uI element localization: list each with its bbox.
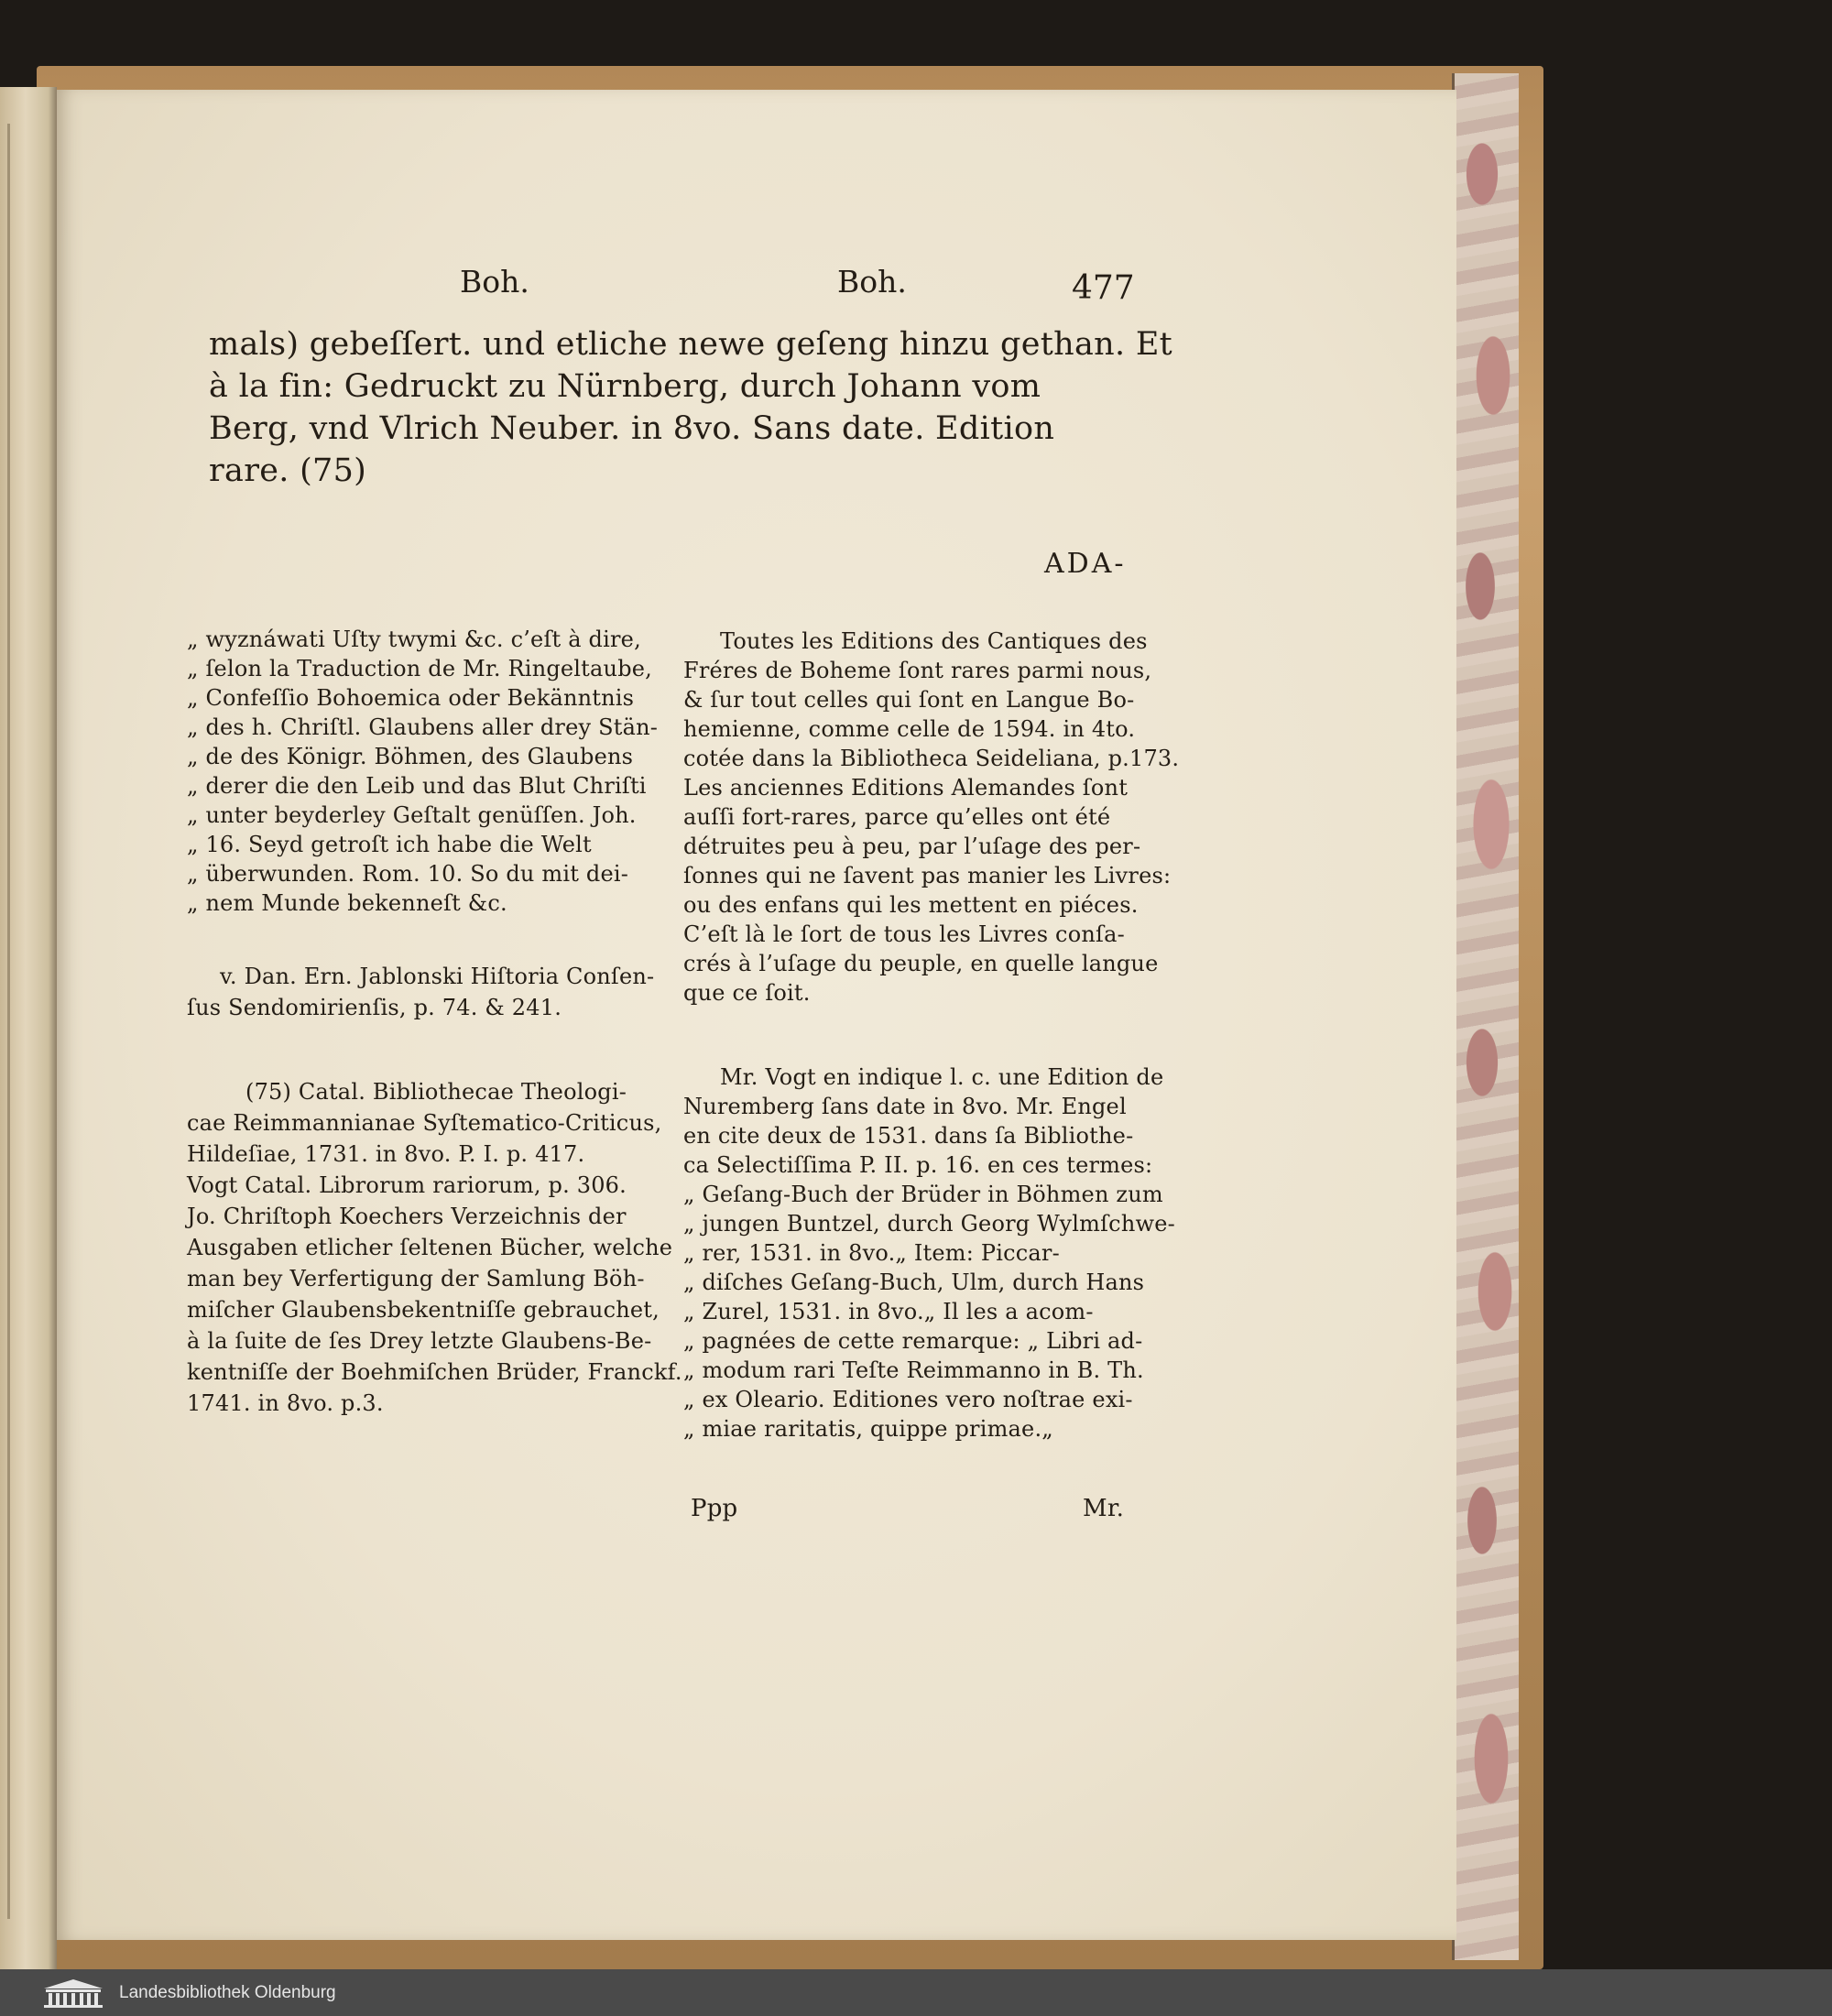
footnote-line: man bey Verfertigung der Samlung Böh- [187,1266,645,1291]
paragraph-line: détruites peu à peu, par l’uſage des per- [683,834,1141,859]
quote-line: „ de des Königr. Böhmen, des Glaubens [187,744,634,769]
quote-line: „ wyznáwati Uſty twymi &c. c’eſt à dire, [187,627,641,652]
paragraph-line: ſonnes qui ne ſavent pas manier les Livres: [683,863,1172,888]
footer-institution: Landesbibliothek Oldenburg [119,1982,336,2002]
quote-line: „ nem Munde bekenneſt &c. [187,890,507,916]
library-building-icon [40,1978,106,2009]
facing-page-edge [0,87,57,1969]
main-text-line: Berg, vnd Vlrich Neuber. in 8vo. Sans date. Edition [209,410,1055,447]
footnote-line: à la ſuite de ſes Drey letzte Glaubens-Be- [187,1328,652,1354]
footnote-line: miſcher Glaubensbekentniſſe gebrauchet, [187,1297,660,1323]
footnote-line: Vogt Catal. Librorum rariorum, p. 306. [187,1172,627,1198]
paragraph-line: hemienne, comme celle de 1594. in 4to. [683,716,1136,742]
running-head-left: Boh. [460,264,529,300]
signature-mark: Ppp [691,1495,738,1522]
marbled-edge [1452,73,1519,1960]
paragraph-line: ca Selectiſſima P. II. p. 16. en ces termes: [683,1152,1153,1178]
quote-line: „ unter beyderley Geſtalt genüſſen. Joh. [187,802,637,828]
running-head-center: Boh. [837,264,907,300]
paragraph-line: „ diſches Geſang-Buch, Ulm, durch Hans [683,1270,1145,1295]
paragraph-line: & ſur tout celles qui ſont en Langue Bo- [683,687,1135,713]
catchword-top: ADA- [1044,548,1127,580]
paragraph-line: cotée dans la Bibliotheca Seideliana, p.173. [683,746,1180,771]
main-text-line: rare. (75) [209,452,367,489]
paragraph-line: „ pagnées de cette remarque: „ Libri ad- [683,1328,1143,1354]
quote-line: „ Confeſſio Bohoemica oder Bekänntnis [187,685,635,711]
paragraph-line: Toutes les Editions des Cantiques des [720,628,1148,654]
quote-line: „ 16. Seyd getroſt ich habe die Welt [187,832,592,857]
paragraph-line: Les anciennes Editions Alemandes ſont [683,775,1129,801]
paragraph-line: Mr. Vogt en indique l. c. une Edition de [720,1064,1164,1090]
reference-line: v. Dan. Ern. Jablonski Hiſtoria Conſen- [220,964,655,989]
paragraph-line: ou des enfans qui les mettent en piéces. [683,892,1139,918]
footer-bar [0,1969,1832,2016]
paragraph-line: „ Geſang-Buch der Brüder in Böhmen zum [683,1182,1163,1207]
paragraph-line: „ miae raritatis, quippe primae.„ [683,1416,1053,1442]
paragraph-line: que ce ſoit. [683,980,811,1006]
main-text-line: à la fin: Gedruckt zu Nürnberg, durch Johann vom [209,368,1041,405]
reference-line: ſus Sendomirienſis, p. 74. & 241. [187,995,562,1020]
paragraph-line: en cite deux de 1531. dans ſa Bibliothe- [683,1123,1134,1149]
footnote-line: 1741. in 8vo. p.3. [187,1390,384,1416]
catchword-bottom: Mr. [1083,1495,1125,1522]
footnote-line: kentniſſe der Boehmiſchen Brüder, Franckf. [187,1359,682,1385]
footnote-line: Hildeſiae, 1731. in 8vo. P. I. p. 417. [187,1141,585,1167]
quote-line: „ ſelon la Traduction de Mr. Ringeltaube, [187,656,652,681]
paragraph-line: Fréres de Boheme ſont rares parmi nous, [683,658,1152,683]
quote-line: „ überwunden. Rom. 10. So du mit dei- [187,861,629,887]
paragraph-line: auſſi fort-rares, parce qu’elles ont été [683,804,1111,830]
main-text-line: mals) gebeſſert. und etliche newe geſeng hinzu gethan. Et [209,326,1173,363]
footnote-line: cae Reimmannianae Syſtematico-Criticus, [187,1110,662,1136]
paragraph-line: crés à l’uſage du peuple, en quelle langue [683,951,1159,976]
book-page [57,90,1456,1940]
footnote-line: Ausgaben etlicher ſeltenen Bücher, welche [187,1235,673,1260]
paragraph-line: „ ex Oleario. Editiones vero noſtrae exi- [683,1387,1133,1412]
paragraph-line: „ Zurel, 1531. in 8vo.„ Il les a acom- [683,1299,1094,1324]
paragraph-line: „ modum rari Teſte Reimmanno in B. Th. [683,1357,1144,1383]
paragraph-line: Nuremberg ſans date in 8vo. Mr. Engel [683,1094,1127,1119]
paragraph-line: C’eſt là le ſort de tous les Livres conſa- [683,921,1125,947]
footnote-line: Jo. Chriſtoph Koechers Verzeichnis der [187,1204,627,1229]
quote-line: „ derer die den Leib und das Blut Chriſti [187,773,647,799]
footnote-line: (75) Catal. Bibliothecae Theologi- [245,1079,627,1105]
quote-line: „ des h. Chriſtl. Glaubens aller drey Stän- [187,714,659,740]
paragraph-line: „ jungen Buntzel, durch Georg Wylmſchwe- [683,1211,1175,1237]
page-number: 477 [1072,269,1135,307]
paragraph-line: „ rer, 1531. in 8vo.„ Item: Piccar- [683,1240,1060,1266]
